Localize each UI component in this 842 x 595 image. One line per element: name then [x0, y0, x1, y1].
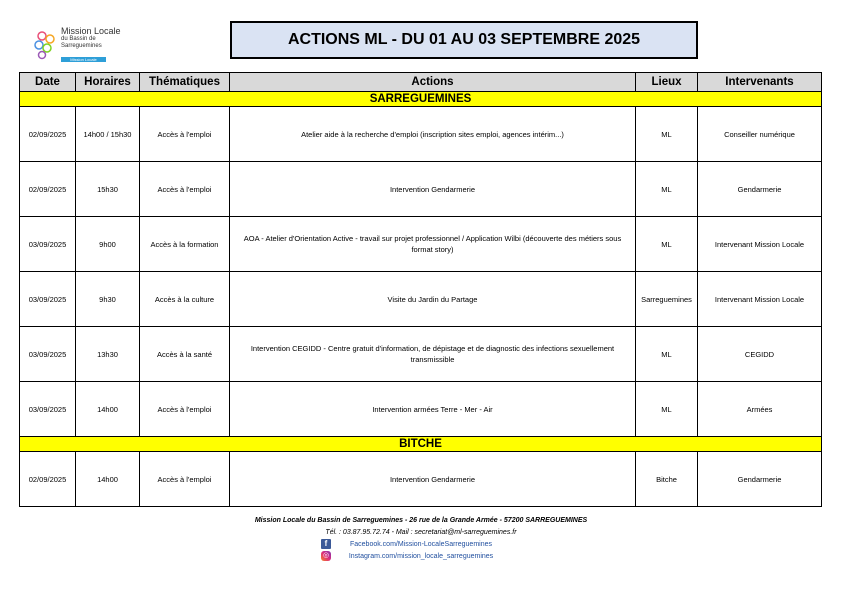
footer: [0, 515, 842, 563]
table-header-row: [20, 73, 822, 92]
cell-lieu: Bitche: [636, 452, 698, 507]
cell-date: 02/09/2025: [20, 162, 76, 217]
header-horaires: Horaires: [76, 73, 140, 92]
cell-intervenant: Intervenant Mission Locale: [698, 272, 822, 327]
logo-circles-icon: [33, 30, 59, 60]
cell-intervenant: Armées: [698, 382, 822, 437]
table-row: [20, 217, 822, 272]
cell-intervenant: Conseiller numérique: [698, 107, 822, 162]
facebook-link[interactable]: Facebook.com/Mission-LocaleSarreguemines: [349, 541, 492, 548]
mission-locale-logo: [33, 26, 133, 66]
cell-horaire: 14h00: [76, 452, 140, 507]
cell-lieu: Sarreguemines: [636, 272, 698, 327]
instagram-line: [0, 551, 842, 563]
section-row-bitche: [20, 437, 822, 452]
table-row: [20, 272, 822, 327]
page-title: ACTIONS ML - DU 01 AU 03 SEPTEMBRE 2025: [230, 21, 698, 59]
header-thematiques: Thématiques: [140, 73, 230, 92]
table-row: [20, 162, 822, 217]
cell-date: 03/09/2025: [20, 327, 76, 382]
cell-lieu: ML: [636, 327, 698, 382]
cell-date: 03/09/2025: [20, 382, 76, 437]
cell-action: Intervention Gendarmerie: [230, 452, 636, 507]
cell-lieu: ML: [636, 107, 698, 162]
actions-table: [19, 72, 822, 507]
header-lieux: Lieux: [636, 73, 698, 92]
cell-action: Visite du Jardin du Partage: [230, 272, 636, 327]
facebook-icon: f: [321, 539, 331, 549]
section-title: SARREGUEMINES: [20, 92, 822, 107]
logo-badge: Mission Locale: [61, 57, 106, 62]
table-row: [20, 382, 822, 437]
cell-lieu: ML: [636, 382, 698, 437]
section-title: BITCHE: [20, 437, 822, 452]
cell-thematique: Accès à la formation: [140, 217, 230, 272]
cell-horaire: 14h00 / 15h30: [76, 107, 140, 162]
logo-line-1: Mission Locale: [61, 26, 121, 36]
cell-date: 02/09/2025: [20, 107, 76, 162]
table-row: [20, 107, 822, 162]
footer-contact: Tél. : 03.87.95.72.74 - Mail : secretariat@ml-sarreguemines.fr: [325, 529, 517, 536]
cell-intervenant: Intervenant Mission Locale: [698, 217, 822, 272]
cell-action: Intervention armées Terre - Mer - Air: [230, 382, 636, 437]
header-date: Date: [20, 73, 76, 92]
cell-action: Intervention Gendarmerie: [230, 162, 636, 217]
facebook-line: [0, 539, 842, 551]
cell-date: 02/09/2025: [20, 452, 76, 507]
cell-horaire: 13h30: [76, 327, 140, 382]
cell-thematique: Accès à l'emploi: [140, 452, 230, 507]
cell-thematique: Accès à la culture: [140, 272, 230, 327]
table-row: [20, 452, 822, 507]
cell-lieu: ML: [636, 162, 698, 217]
header-intervenants: Intervenants: [698, 73, 822, 92]
cell-thematique: Accès à la santé: [140, 327, 230, 382]
cell-action: Atelier aide à la recherche d'emploi (inscription sites emploi, agences intérim...): [230, 107, 636, 162]
header-actions: Actions: [230, 73, 636, 92]
table-row: [20, 327, 822, 382]
cell-date: 03/09/2025: [20, 217, 76, 272]
cell-thematique: Accès à l'emploi: [140, 107, 230, 162]
cell-lieu: ML: [636, 217, 698, 272]
cell-horaire: 15h30: [76, 162, 140, 217]
cell-date: 03/09/2025: [20, 272, 76, 327]
cell-horaire: 9h00: [76, 217, 140, 272]
cell-action: AOA - Atelier d'Orientation Active - travail sur projet professionnel / Application Wilbi (découverte des métiers sous format story): [230, 217, 636, 272]
logo-line-3: Sarreguemines: [61, 42, 102, 49]
footer-address: Mission Locale du Bassin de Sarreguemines - 26 rue de la Grande Armée - 57200 SARREGUEMINES: [254, 517, 588, 524]
section-row-sarreguemines: [20, 92, 822, 107]
cell-horaire: 14h00: [76, 382, 140, 437]
cell-intervenant: CEGIDD: [698, 327, 822, 382]
cell-horaire: 9h30: [76, 272, 140, 327]
logo-line-2: du Bassin de: [61, 36, 96, 42]
instagram-link[interactable]: Instagram.com/mission_locale_sarreguemines: [348, 553, 494, 560]
cell-intervenant: Gendarmerie: [698, 162, 822, 217]
instagram-icon: ◎: [322, 552, 330, 559]
cell-intervenant: Gendarmerie: [698, 452, 822, 507]
cell-action: Intervention CEGIDD - Centre gratuit d'information, de dépistage et de diagnostic des infections sexuellement transmissible: [230, 327, 636, 382]
cell-thematique: Accès à l'emploi: [140, 162, 230, 217]
cell-thematique: Accès à l'emploi: [140, 382, 230, 437]
